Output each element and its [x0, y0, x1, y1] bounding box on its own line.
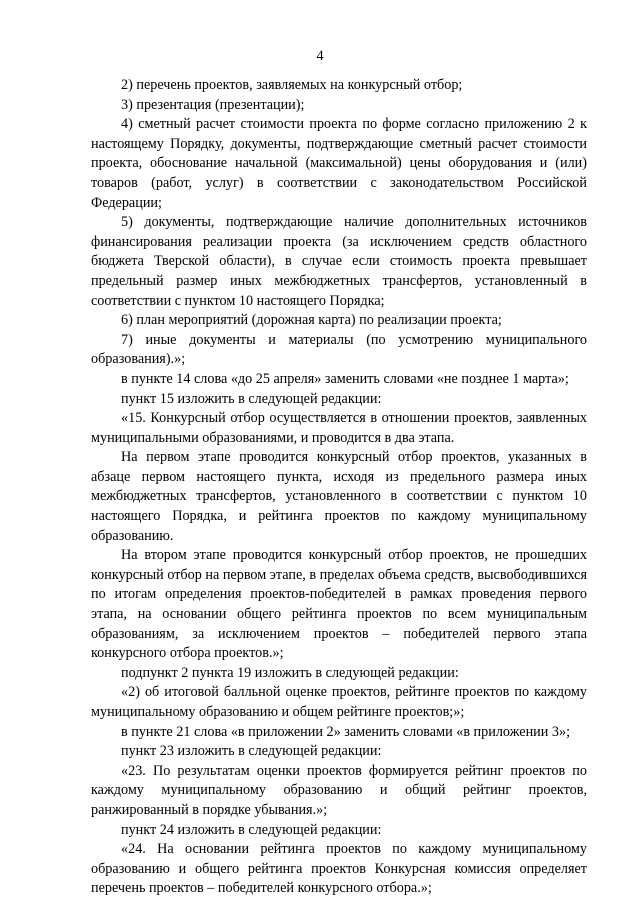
clause-23-text: «23. По результатам оценки проектов формируется рейтинг проектов по каждому муниципальному образованию и общий рейтинг проектов, ранжированный в порядке убывания.»; — [91, 762, 587, 818]
list-item-7: 7) иные документы и материалы (по усмотрению муниципального образования).»; — [91, 331, 587, 368]
amendment-clause-23-intro: пункт 23 изложить в следующей редакции: — [121, 743, 382, 760]
list-item-4: 4) сметный расчет стоимости проекта по форме согласно приложению 2 к настоящему Порядку, документы, подтверждающие сметный расчет стоимости проекта, обоснование начальной (максимальной) цены оборудования и (или) товаров (работ, услуг) в соответствии с законодательством Российской Федерации; — [91, 116, 587, 211]
clause-15-second-stage: На втором этапе проводится конкурсный отбор проектов, не прошедших конкурсный отбор на первом этапе, в пределах объема средств, высвободившихся по итогам определения проектов-победителей в рамках проведения первого этапа, на основании общего рейтинга проектов по всем муниципальным образованиям, за исключением проектов – победителей первого этапа конкурсного отбора проектов.»; — [91, 547, 587, 662]
clause-15-first-stage: На первом этапе проводится конкурсный отбор проектов, указанных в абзаце первом настоящего пункта, исходя из предельного размера иных межбюджетных трансфертов, установленного в соответствии с пунктом 10 настоящего Порядка, и рейтинга проектов по каждому муниципальному образованию. — [91, 449, 587, 544]
amendment-clause-15-intro: пункт 15 изложить в следующей редакции: — [121, 390, 382, 407]
amendment-clause-24-intro: пункт 24 изложить в следующей редакции: — [121, 821, 382, 838]
list-item-6: 6) план мероприятий (дорожная карта) по реализации проекта; — [121, 312, 502, 329]
list-item-2: 2) перечень проектов, заявляемых на конкурсный отбор; — [121, 77, 463, 93]
clause-19-subitem-2: «2) об итоговой балльной оценке проектов, рейтинге проектов по каждому муниципальному образованию и общем рейтинге проектов;»; — [91, 684, 587, 720]
list-item-3: 3) презентация (презентации); — [121, 96, 305, 113]
amendment-clause-19-intro: подпункт 2 пункта 19 изложить в следующей редакции: — [121, 664, 459, 681]
amendment-clause-14: в пункте 14 слова «до 25 апреля» заменить словами «не позднее 1 марта»; — [121, 370, 569, 387]
page-number: 4 — [316, 48, 324, 64]
clause-15-text: «15. Конкурсный отбор осуществляется в отношении проектов, заявленных муниципальными образованиями, и проводится в два этапа. — [91, 410, 587, 446]
amendment-clause-21: в пункте 21 слова «в приложении 2» заменить словами «в приложении 3»; — [121, 723, 571, 740]
document-body — [91, 76, 587, 899]
clause-24-text: «24. На основании рейтинга проектов по каждому муниципальному образованию и общего рейтинга проектов Конкурсная комиссия определяет перечень проектов – победителей конкурсного отбора.»; — [91, 841, 587, 897]
list-item-5: 5) документы, подтверждающие наличие дополнительных источников финансирования реализации проекта (за исключением средств областного бюджета Тверской области), в случае если стоимость проекта превышает предельный размер иных межбюджетных трансфертов, установленный в соответствии с пунктом 10 настоящего Порядка; — [91, 214, 587, 309]
